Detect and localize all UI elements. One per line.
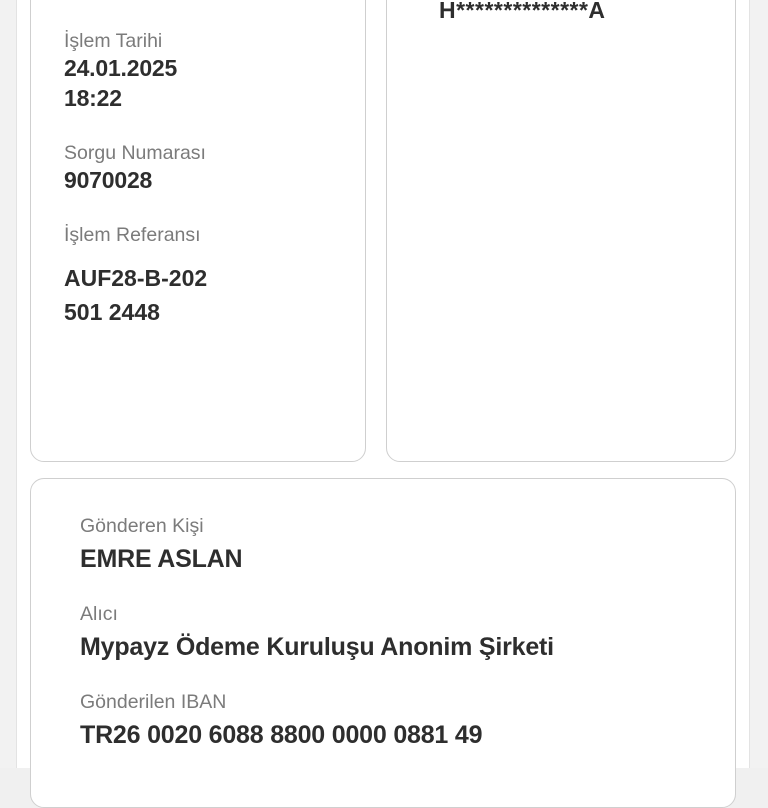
receiver-label: Alıcı	[80, 603, 118, 625]
parties-body	[80, 513, 711, 777]
receiver-value: Mypayz Ödeme Kuruluşu Anonim Şirketi	[80, 633, 554, 661]
query-number-value: 9070028	[64, 167, 153, 193]
transaction-time-value: 18:22	[64, 85, 122, 111]
sender-label: Gönderen Kişi	[80, 515, 204, 537]
transaction-date-value: 24.01.2025	[64, 55, 178, 81]
transaction-reference-value: AUF28-B-202501 2448	[64, 265, 208, 325]
sender-value: EMRE ASLAN	[80, 545, 243, 573]
parties-card	[30, 478, 736, 808]
receipt-content	[16, 0, 750, 768]
iban-value: TR26 0020 6088 8800 0000 0881 49	[80, 721, 483, 749]
query-number-label: Sorgu Numarası	[64, 142, 206, 164]
account-holder-card	[386, 0, 736, 462]
transaction-details-card	[30, 0, 366, 462]
masked-account-name: H**************A	[439, 0, 606, 23]
sender-field	[80, 513, 711, 575]
iban-label: Gönderilen IBAN	[80, 691, 227, 713]
transaction-date-label: İşlem Tarihi	[64, 30, 163, 52]
transaction-date-field	[64, 29, 347, 113]
query-number-field	[64, 141, 347, 195]
left-page-edge	[0, 0, 17, 768]
transaction-reference-field	[64, 223, 347, 329]
iban-field	[80, 689, 711, 751]
transaction-reference-label: İşlem Referansı	[64, 224, 201, 246]
right-page-edge	[749, 0, 768, 768]
transaction-details-body	[64, 29, 347, 329]
receiver-field	[80, 601, 711, 663]
